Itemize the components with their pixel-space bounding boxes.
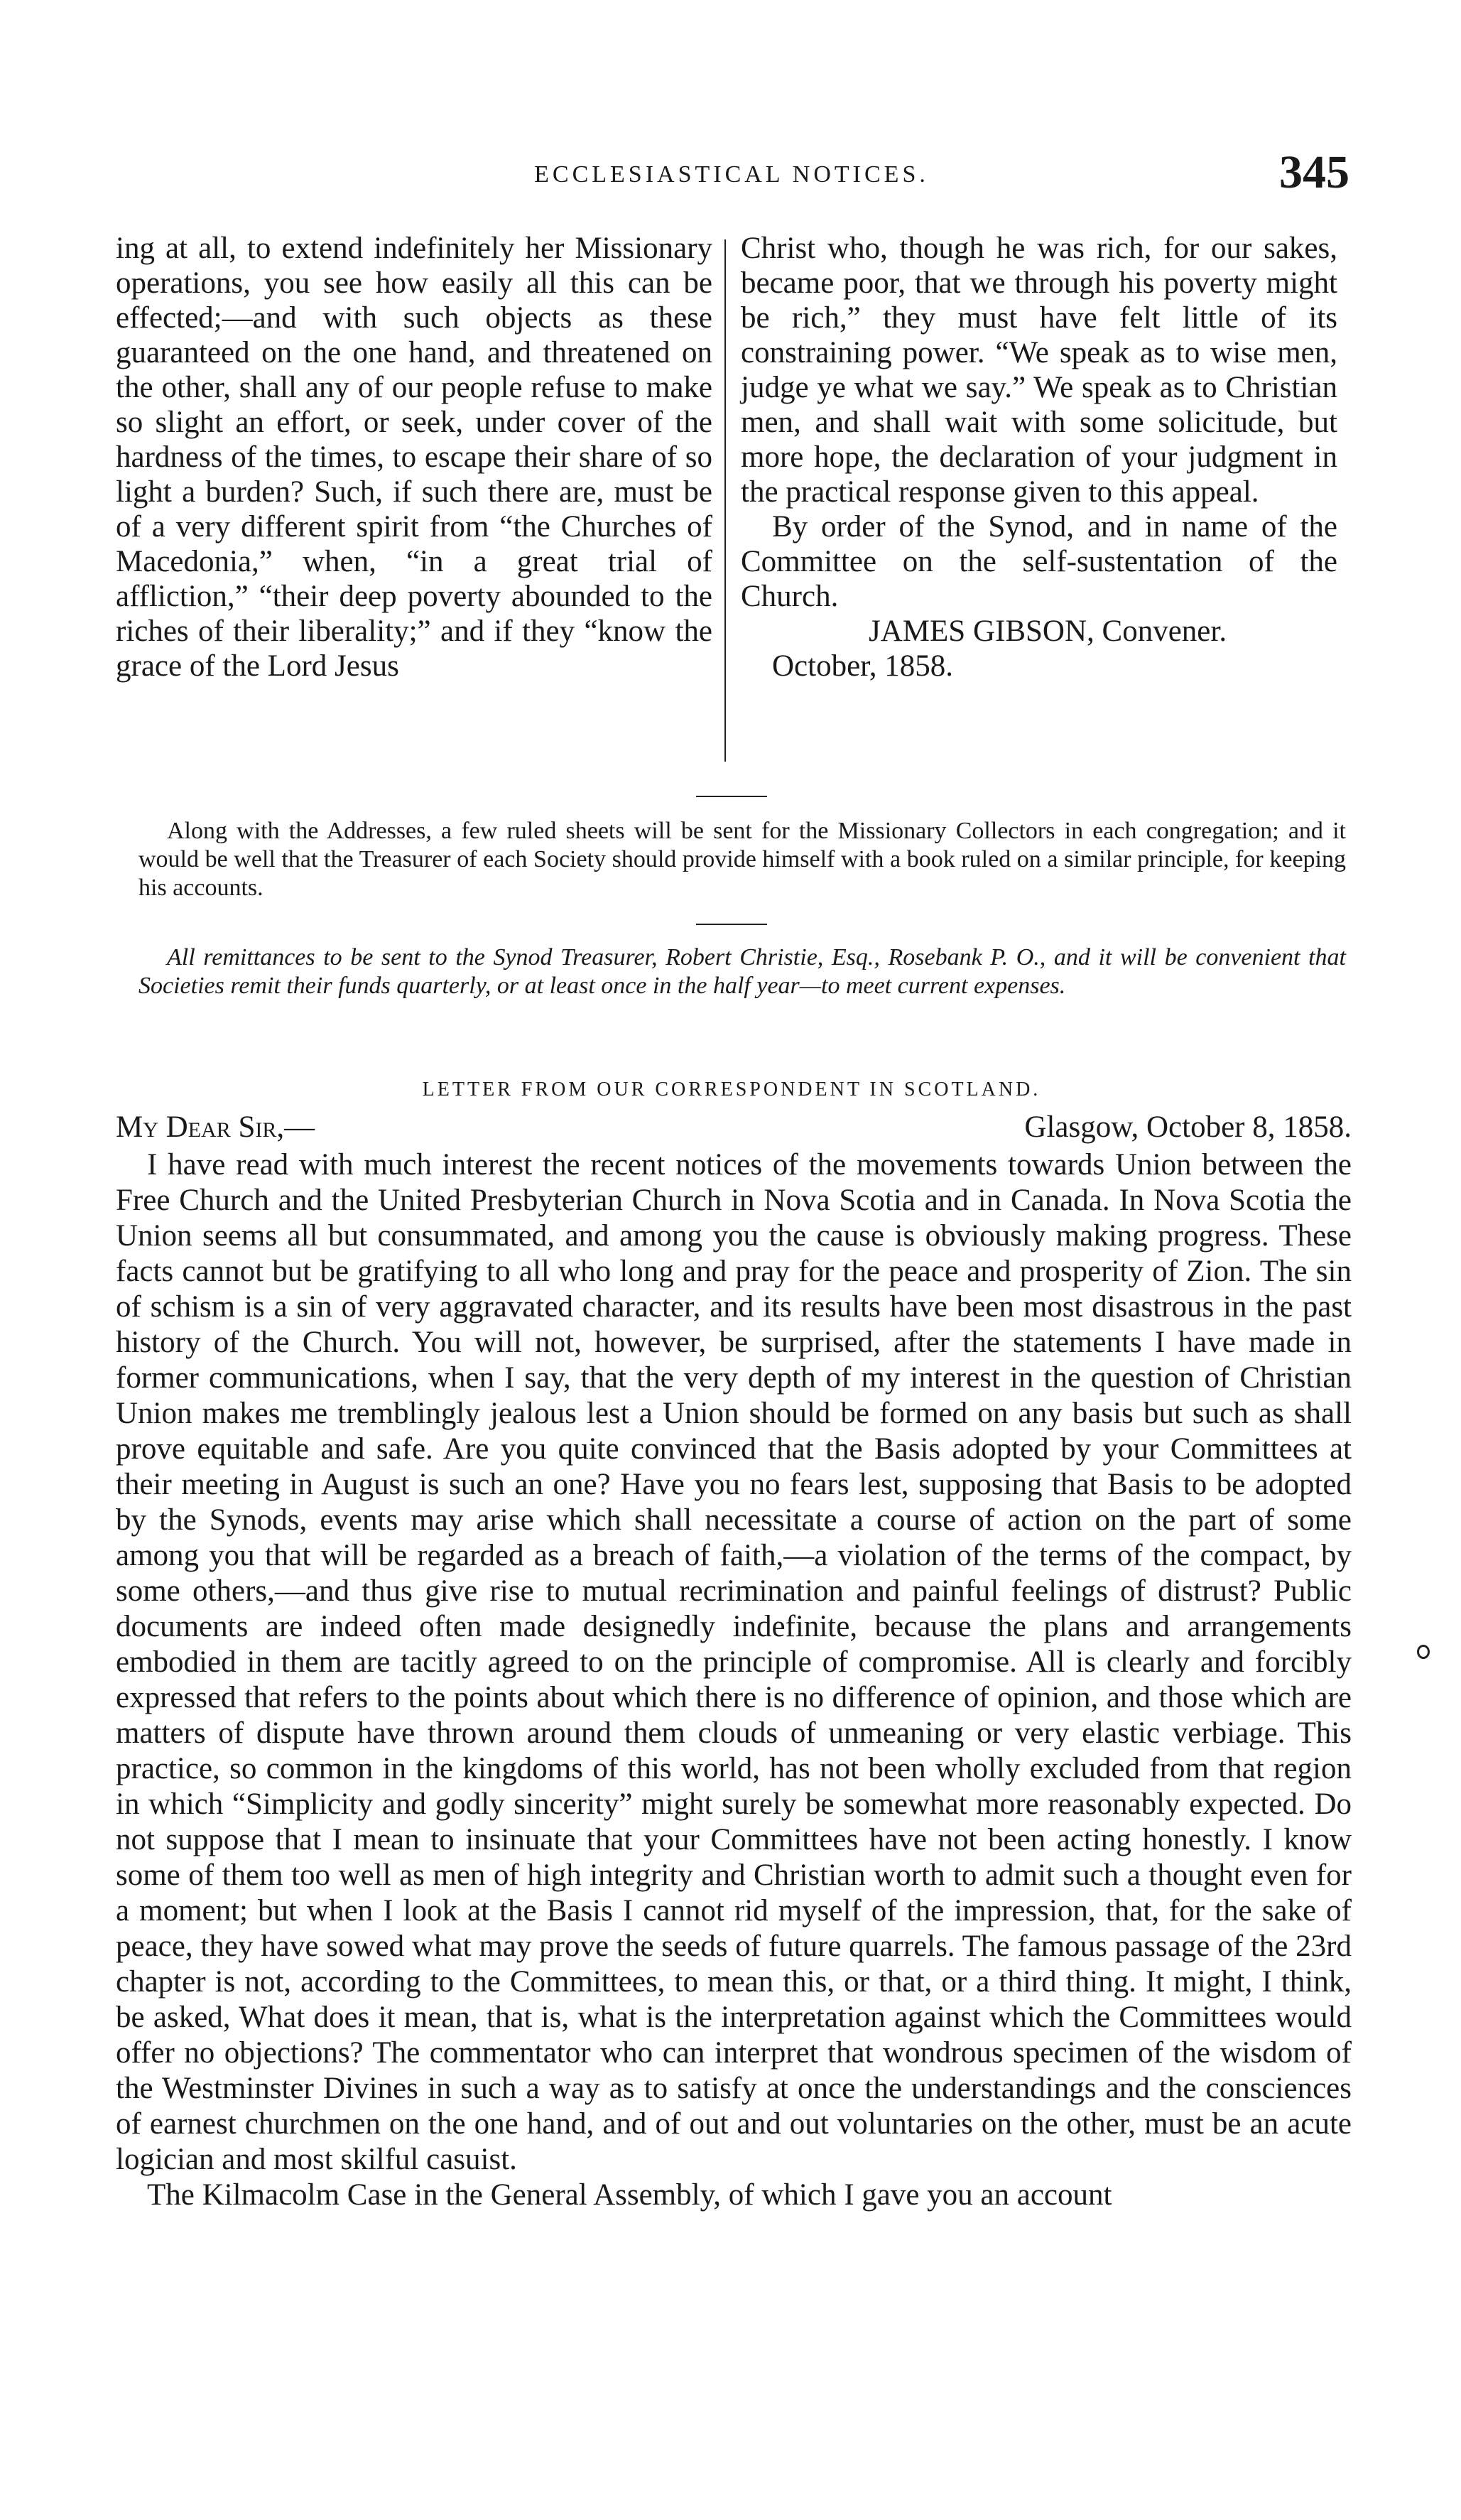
remittance-note (139, 943, 1346, 1000)
right-column-paragraph-2: By order of the Synod, and in name of the Committee on the self-sustentation of the Church. (741, 510, 1337, 613)
running-head (114, 146, 1349, 202)
right-column (741, 231, 1337, 683)
remittance-note-text: All remittances to be sent to the Synod Treasurer, Robert Christie, Esq., Rosebank P. O., and it will be convenient that Societies remit their funds quarterly, or at least once in the half year—to meet current expenses. (139, 944, 1346, 999)
two-column-section (116, 231, 1352, 771)
running-title: ECCLESIASTICAL NOTICES. (534, 161, 929, 188)
signature: JAMES GIBSON, Convener. (869, 615, 1227, 648)
section-rule (696, 924, 767, 925)
page-number: 345 (1279, 146, 1349, 198)
left-column-text: ing at all, to extend indefinitely her Missionary operations, you see how easily all this can be effected;—and with such objects as these guaranteed on the one hand, and threatened on the other, shall any of our people refuse to make so slight an effort, or seek, under cover of the hardness of the times, to escape their share of so light a burden? Such, if such there are, must be of a very different spirit from “the Churches of Macedonia,” when, “in a great trial of affliction,” “their deep poverty abounded to the riches of their liberality;” and if they “know the grace of the Lord Jesus (116, 232, 712, 683)
margin-mark (1417, 1645, 1430, 1659)
salutation: My Dear Sir,— (116, 1110, 315, 1144)
letter-dateline: Glasgow, October 8, 1858. (1024, 1110, 1352, 1144)
right-column-paragraph-1: Christ who, though he was rich, for our sakes, became poor, that we through his poverty might be rich,” they must have felt little of its constraining power. “We speak as to wise men, judge ye what we say.” We speak as to Christian men, and shall wait with some solicitude, but more hope, the declaration of your judgment in the practical response given to this appeal. (741, 232, 1337, 509)
signature-date: October, 1858. (772, 649, 954, 683)
addresses-note (139, 817, 1346, 902)
letter-body (116, 1147, 1352, 2213)
addresses-note-text: Along with the Addresses, a few ruled sheets will be sent for the Missionary Collectors in each congregation; and it would be well that the Treasurer of each Society should provide himself with a book ruled on a similar principle, for keeping his accounts. (139, 818, 1346, 901)
salutation-row (116, 1110, 1352, 1152)
letter-paragraph-2: The Kilmacolm Case in the General Assembly, of which I gave you an account (147, 2178, 1112, 2212)
letter-heading: LETTER FROM OUR CORRESPONDENT IN SCOTLAND. (422, 1078, 1041, 1101)
section-rule (696, 796, 767, 797)
left-column (116, 231, 712, 683)
column-divider (724, 239, 726, 762)
letter-paragraph-1: I have read with much interest the recent notices of the movements towards Union between the Free Church and the United Presbyterian Church in Nova Scotia and in Canada. In Nova Scotia the Union seems all but consummated, and among you the cause is obviously making progress. These facts cannot but be gratifying to all who long and pray for the peace and prosperity of Zion. The sin of schism is a sin of very aggravated character, and its results have been most disastrous in the past history of the Church. You will not, however, be surprised, after the statements I have made in former communications, when I say, that the very depth of my interest in the question of Christian Union makes me tremblingly jealous lest a Union should be formed on any basis but such as shall prove equitable and safe. Are you quite convinced that the Basis adopted by your Committees at their meeting in August is such an one? Have you no fears lest, supposing that Basis to be adopted by the Synods, events may arise which shall necessitate a course of action on the part of some among you that will be regarded as a breach of faith,—a violation of the terms of the compact, by some others,—and thus give rise to mutual recrimination and painful feelings of distrust? Public documents are indeed often made designedly indefinite, because the plans and arrangements embodied in them are tacitly agreed to on the principle of compromise. All is clearly and forcibly expressed that refers to the points about which there is no difference of opinion, and those which are matters of dispute have thrown around them clouds of unmeaning or very elastic verbiage. This practice, so common in the kingdoms of this world, has not been wholly excluded from that region in which “Simplicity and godly sincerity” might surely be somewhat more reasonably expected. Do not suppose that I mean to insinuate that your Committees have not been acting honestly. I know some of them too well as men of high integrity and Christian worth to admit such a thought even for a moment; but when I look at the Basis I cannot rid myself of the impression, that, for the sake of peace, they have sowed what may prove the seeds of future quarrels. The famous passage of the 23rd chapter is not, according to the Committees, to mean this, or that, or a third thing. It might, I think, be asked, What does it mean, that is, what is the interpretation against which the Committees would offer no objections? The commentator who can interpret that wondrous specimen of the wisdom of the Westminster Divines in such a way as to satisfy at once the understandings and the consciences of earnest churchmen on the one hand, and of out and out voluntaries on the other, must be an acute logician and most skilful casuist. (116, 1148, 1352, 2176)
